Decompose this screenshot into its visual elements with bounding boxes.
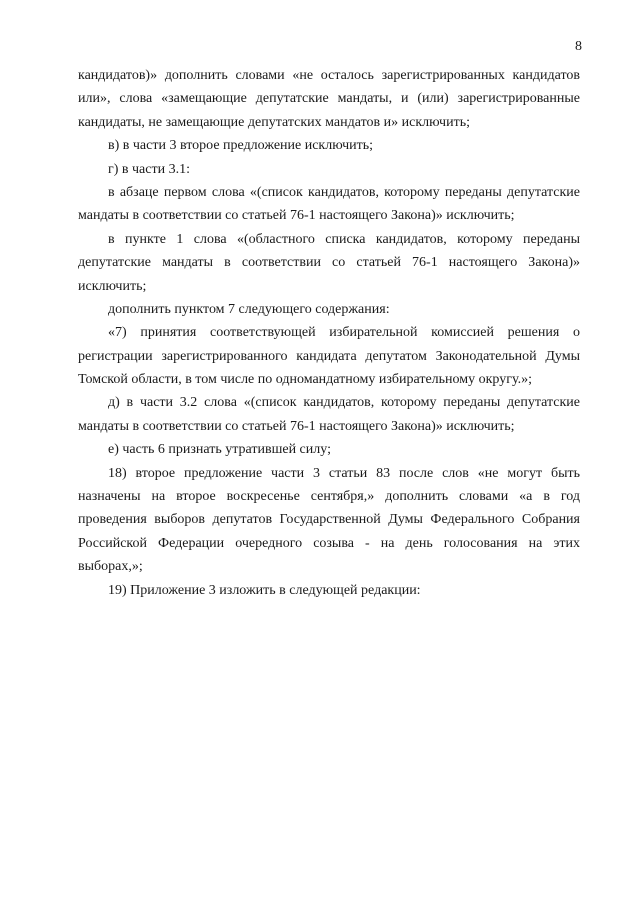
- text-line: назначены на второе воскресенье сентября,» дополнить словами «а в год: [78, 489, 580, 505]
- text-line: кандидатов)» дополнить словами «не осталось зарегистрированных кандидатов: [78, 68, 580, 83]
- text-line: мандаты в соответствии со статьей 76-1 настоящего Закона)» исключить;: [78, 208, 515, 224]
- text-line: Российской Федерации очередного созыва - на день голосования на этих: [78, 535, 580, 551]
- text-line: или», слова «замещающие депутатские мандаты, и (или) зарегистрированные: [78, 91, 580, 107]
- text-line: регистрации зарегистрированного кандидата депутатом Законодательной Думы: [78, 348, 580, 364]
- text-line: мандаты в соответствии со статьей 76-1 настоящего Закона)» исключить;: [78, 418, 515, 434]
- text-line: 19) Приложение 3 изложить в следующей редакции:: [108, 582, 421, 598]
- text-line: исключить;: [78, 278, 147, 294]
- text-line: в абзаце первом слова «(список кандидатов, которому переданы депутатские: [108, 184, 580, 200]
- text-line: в) в части 3 второе предложение исключить;: [108, 138, 374, 154]
- text-line: депутатские мандаты в соответствии со статьей 76-1 настоящего Закона)»: [78, 255, 580, 271]
- text-line: «7) принятия соответствующей избирательной комиссией решения о: [108, 325, 580, 341]
- text-line: д) в части 3.2 слова «(список кандидатов, которому переданы депутатские: [108, 395, 580, 411]
- page-number: 8: [575, 39, 582, 54]
- text-line: г) в части 3.1:: [108, 161, 190, 177]
- document-body: [78, 64, 580, 602]
- text-line: дополнить пунктом 7 следующего содержания:: [108, 301, 390, 317]
- text-line: Томской области, в том числе по одномандатному избирательному округу.»;: [78, 372, 532, 388]
- text-line: выборах,»;: [78, 559, 143, 575]
- text-line: в пункте 1 слова «(областного списка кандидатов, которому переданы: [108, 231, 580, 247]
- text-line: е) часть 6 признать утратившей силу;: [108, 442, 331, 458]
- text-line: 18) второе предложение части 3 статьи 83 после слов «не могут быть: [108, 465, 580, 481]
- text-line: кандидаты, не замещающие депутатских мандатов и» исключить;: [78, 114, 470, 130]
- text-line: проведения выборов депутатов Государственной Думы Федерального Собрания: [78, 512, 580, 528]
